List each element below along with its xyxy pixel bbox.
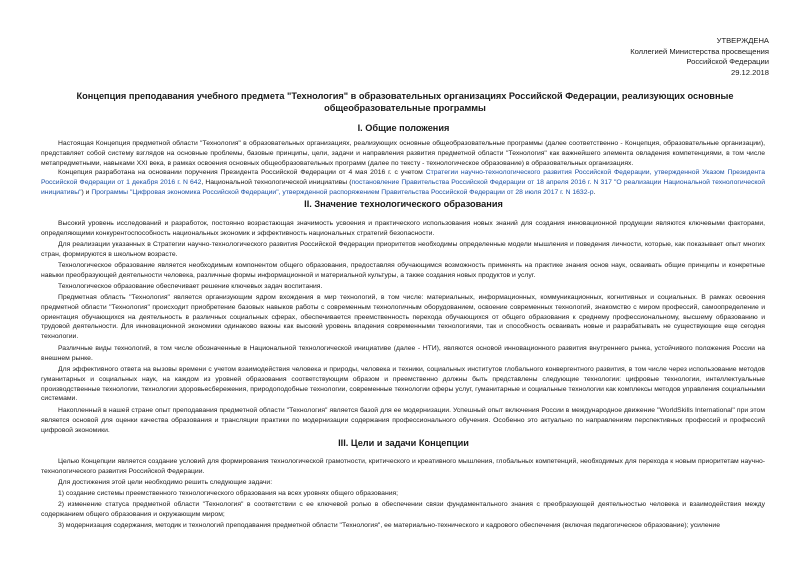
list-item: 3) модернизация содержания, методик и технологий преподавания предметной области "Технология", ее материально-технического и кадрового обеспечения (включая педагогическое образование); усиление — [58, 522, 721, 529]
approval-authority: Коллегией Министерства просвещения — [630, 46, 769, 56]
paragraph-basis — [41, 168, 765, 197]
paragraph: Накопленный в нашей стране опыт преподавания предметной области "Технология" является базой для ее модернизации. Успешный опыт включения России в международное движение "WorldSkills International" при этом является основой для оценки качества образования и трансляции практики по модернизации содержания профессионального обучения. Особенно это актуально по направлениям перспективных профессий и профессий цифровой экономики. — [41, 407, 765, 434]
list-item: 2) изменение статуса предметной области "Технология" в соответствии с ее ключевой ролью в обеспечении связи фундаментального знания с преобразующей деятельностью человека и взаимодействия между содержанием общего образования и окружающим миром; — [41, 501, 765, 518]
paragraph: Высокий уровень исследований и разработок, постоянно возрастающая значимость усвоения и практического использования новых знаний для создания инновационной продукции являются ключевыми факторами, определяющими конкурентоспособность национальных экономик и эффективность национальных стратегий безопасности. — [41, 220, 765, 237]
paragraph-text: , Национальной технологической инициативы ( — [201, 178, 352, 186]
approval-status: УТВЕРЖДЕНА — [716, 36, 769, 45]
paragraph: Для эффективного ответа на вызовы времени с учетом взаимодействия человека и природы, человека и техники, социальных институтов глобального конвергентного развития, в том числе через использование методов гуманитарных и социальных наук, на каждом из уровней образования соответствующим образом и преемственно должны быть представлены следующие технологии: цифровые технологии, интеллектуальные производственные технологии, технологии здоровьесбережения, природоподобные технологии, современные технологии сферы услуг, гуманитарные и социальные технологии как комплексы методов управления социальными системами. — [41, 366, 765, 403]
document-title: Концепция преподавания учебного предмета "Технология" в образовательных организациях Российской Федерации, реализующих основные общеобразовательные программы — [76, 91, 734, 114]
paragraph: Технологическое образование является необходимым компонентом общего образования, предоставляя обучающимся возможность применять на практике знания основ наук, осваивать общие принципы и конкретные навыки преобразующей деятельности человека, различные формы информационной и материальной культуры, а также создания новых продуктов и услуг. — [41, 262, 765, 279]
paragraph: Предметная область "Технология" является организующим ядром вхождения в мир технологий, в том числе: материальных, информационных, коммуникационных, когнитивных и социальных. В рамках освоения предметной области "Технология" происходит приобретение базовых навыков работы с современным технологичным оборудованием, освоение современных технологий, знакомство с миром профессий, самоопределение и ориентация обучающихся на деятельность в различных социальных сферах, обеспечивается преемственность перехода обучающихся от общего образования к среднему профессиональному, высшему образованию и трудовой деятельности. Для инновационной экономики одинаково важны как высокий уровень владения современными технологиями, так и способность осваивать новые и разрабатывать не существующие еще сегодня технологии. — [41, 294, 765, 341]
paragraph: Для реализации указанных в Стратегии научно-технологического развития Российской Федерации приоритетов необходимы определенные модели мышления и поведения личности, которые, как показывает опыт многих стран, формируются в школьном возрасте. — [41, 241, 765, 258]
program-link[interactable]: Программы "Цифровая экономика Российской Федерации", утвержденной распоряжением Правительства Российской Федерации от 28 июля 2017 г. N 1632-р — [91, 188, 594, 196]
approval-block — [630, 36, 769, 78]
section-heading-goals: III. Цели и задачи Концепции — [338, 438, 469, 448]
paragraph-text: Концепция разработана на основании поручения Президента Российской Федерации от 4 мая 2016 г. с учетом — [58, 169, 426, 176]
strategy-link[interactable]: Стратегии научно-технологического развития Российской Федерации, утвержденной Указом Президента Российской Федерации от 1 декабря 2016 г. N 642 — [41, 169, 765, 186]
paragraph-text: ) и — [81, 188, 92, 196]
approval-date: 29.12.2018 — [730, 67, 769, 77]
section-heading-general: I. Общие положения — [357, 123, 450, 133]
paragraph: Целью Концепции является создание условий для формирования технологической грамотности, критического и креативного мышления, глобальных компетенций, необходимых для перехода к новым приоритетам научно-технологического развития Российской Федерации. — [41, 458, 765, 475]
section-heading-significance: II. Значение технологического образования — [304, 199, 503, 209]
paragraph: Настоящая Концепция предметной области "Технология" в образовательных организациях, реализующих основные общеобразовательные программы (далее соответственно - Концепция, образовательные организации), представляет собой систему взглядов на основные проблемы, базовые принципы, цели, задачи и направления развития предметной области "Технология" как важнейшего элемента овладения компетенциями, в том числе метапредметными, навыками XXI века, в рамках освоения основных общеобразовательных программ (далее по тексту - технологическое образование) в образовательных организациях. — [41, 140, 765, 167]
paragraph-text: . — [593, 188, 596, 196]
list-item: 1) создание системы преемственного технологического образования на всех уровнях общего образования; — [58, 490, 399, 497]
paragraph: Технологическое образование обеспечивает решение ключевых задач воспитания. — [58, 283, 323, 290]
paragraph: Для достижения этой цели необходимо решить следующие задачи: — [58, 479, 273, 486]
paragraph: Различные виды технологий, в том числе обозначенные в Национальной технологической инициативе (далее - НТИ), являются основой инновационного развития внутреннего рынка, устойчивого положения России на внешнем рынке. — [41, 345, 765, 362]
resolution-link[interactable]: постановление Правительства Российской Федерации от 18 апреля 2016 г. N 317 "О реализации Национальной технологической инициативы" — [41, 178, 765, 196]
approval-country: Российской Федерации — [686, 57, 769, 67]
